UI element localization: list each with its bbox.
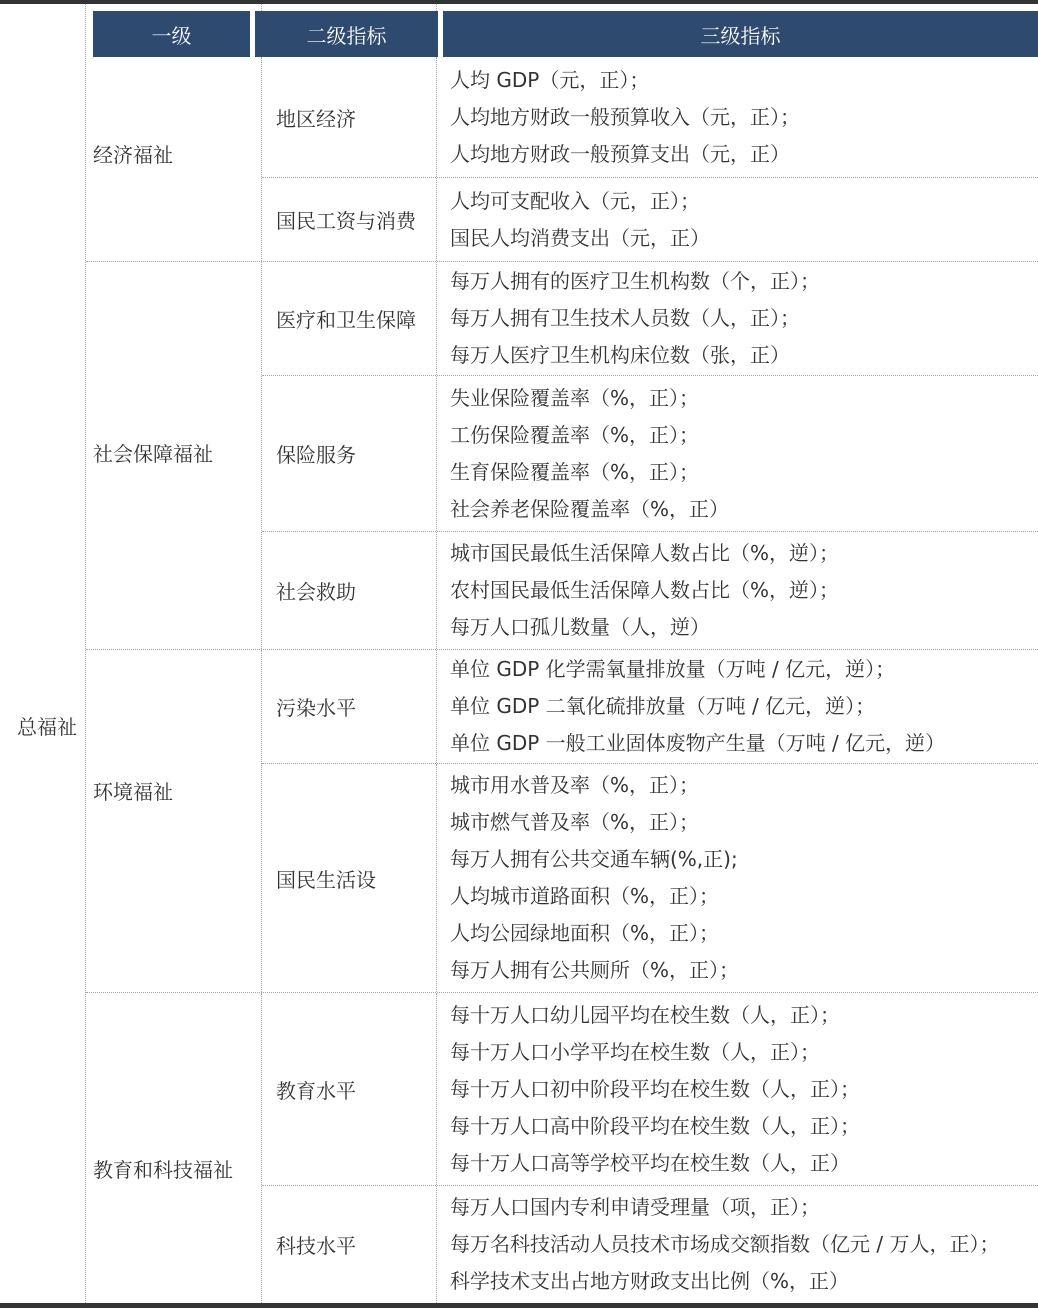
level3-item: 每十万人口幼儿园平均在校生数（人，正）； (450, 1002, 840, 1027)
level1-group (86, 650, 1038, 993)
level2-label: 污染水平 (262, 650, 437, 763)
level3-list (437, 376, 1038, 531)
level3-list (437, 57, 1038, 177)
level3-item: 人均 GDP（元，正）； (450, 67, 650, 92)
column-divider (85, 4, 86, 1303)
level3-item: 科学技术支出占地方财政支出比例（%，正） (450, 1269, 850, 1293)
level2-label: 科技水平 (262, 1186, 437, 1303)
level3-item: 每万人口国内专利申请受理量（项，正）； (450, 1195, 820, 1219)
level3-item: 每万人拥有公共厕所（%，正）； (450, 958, 740, 982)
level2-label: 教育水平 (262, 993, 437, 1185)
level1-label: 环境福祉 (93, 779, 173, 804)
level2-row (262, 262, 1038, 376)
level1-group (86, 993, 1038, 1303)
header-level1: 一级 (93, 11, 250, 57)
table-body (86, 57, 1038, 1303)
level3-item: 社会养老保险覆盖率（%，正） (450, 496, 730, 521)
level2-label: 国民工资与消费 (262, 178, 437, 261)
level2-row (262, 650, 1038, 764)
level3-list (437, 764, 1038, 992)
level2-row (262, 57, 1038, 178)
level2-label: 地区经济 (262, 57, 437, 177)
level3-item: 每十万人口高等学校平均在校生数（人，正） (450, 1150, 850, 1175)
level3-item: 工伤保险覆盖率（%，正）； (450, 422, 700, 447)
level2-label: 社会救助 (262, 532, 437, 649)
level1-group (86, 262, 1038, 650)
level3-item: 城市国民最低生活保障人数占比（%，逆）； (450, 541, 840, 565)
level2-label: 医疗和卫生保障 (262, 262, 437, 375)
level3-item: 城市燃气普及率（%，正）； (450, 810, 700, 834)
level2-row (262, 376, 1038, 532)
level2-row (262, 178, 1038, 261)
level2-label: 保险服务 (262, 376, 437, 531)
level3-item: 失业保险覆盖率（%，正）； (450, 385, 700, 410)
level3-item: 人均城市道路面积（%，正）； (450, 884, 720, 908)
level3-item: 每万人拥有公共交通车辆(%,正); (450, 847, 738, 871)
level3-item: 农村国民最低生活保障人数占比（%，逆）； (450, 578, 840, 602)
level2-row (262, 532, 1038, 649)
level3-list (437, 650, 1038, 763)
level3-list (437, 1186, 1038, 1303)
level3-item: 每十万人口小学平均在校生数（人，正）； (450, 1039, 820, 1064)
level3-item: 生育保险覆盖率（%，正）； (450, 459, 700, 484)
level3-item: 人均地方财政一般预算支出（元，正） (450, 141, 790, 166)
level3-item: 人均可支配收入（元，正）； (450, 188, 700, 213)
level3-item: 每十万人口高中阶段平均在校生数（人，正）； (450, 1113, 860, 1138)
level2-row (262, 993, 1038, 1186)
level3-item: 每万名科技活动人员技术市场成交额指数（亿元 / 万人，正）； (450, 1232, 1000, 1256)
level2-row (262, 764, 1038, 992)
level1-group (86, 57, 1038, 262)
level3-item: 国民人均消费支出（元，正） (450, 225, 710, 250)
level3-item: 每万人拥有卫生技术人员数（人，正）； (450, 306, 800, 330)
level3-item: 人均公园绿地面积（%，正）； (450, 921, 720, 945)
level1-cell (86, 57, 262, 261)
level2-row (262, 1186, 1038, 1303)
level3-item: 城市用水普及率（%，正）； (450, 773, 700, 797)
level3-item: 每十万人口初中阶段平均在校生数（人，正）； (450, 1076, 860, 1101)
bottom-rule (0, 1303, 1038, 1308)
level1-label: 社会保障福祉 (93, 442, 213, 466)
level3-list (437, 262, 1038, 375)
root-label: 总福祉 (17, 715, 77, 739)
level2-label: 国民生活设 (262, 764, 437, 992)
level3-item: 单位 GDP 二氧化硫排放量（万吨 / 亿元，逆）； (450, 694, 876, 718)
level1-cell (86, 650, 262, 992)
level3-item: 单位 GDP 化学需氧量排放量（万吨 / 亿元，逆）； (450, 657, 896, 681)
header-level3: 三级指标 (443, 11, 1038, 57)
level3-item: 每万人医疗卫生机构床位数（张，正） (450, 343, 790, 367)
level3-item: 单位 GDP 一般工业固体废物产生量（万吨 / 亿元，逆） (450, 731, 946, 755)
level1-cell (86, 262, 262, 649)
level1-label: 教育和科技福祉 (93, 1157, 233, 1182)
level1-label: 经济福祉 (93, 142, 173, 167)
header-level2: 二级指标 (255, 11, 438, 57)
level1-cell (86, 993, 262, 1303)
level3-item: 人均地方财政一般预算收入（元，正）； (450, 104, 800, 129)
level3-list (437, 178, 1038, 261)
level3-item: 每万人拥有的医疗卫生机构数（个，正）； (450, 269, 820, 293)
level3-item: 每万人口孤儿数量（人，逆） (450, 615, 710, 639)
top-rule (0, 0, 1038, 4)
level3-list (437, 532, 1038, 649)
level3-list (437, 993, 1038, 1185)
